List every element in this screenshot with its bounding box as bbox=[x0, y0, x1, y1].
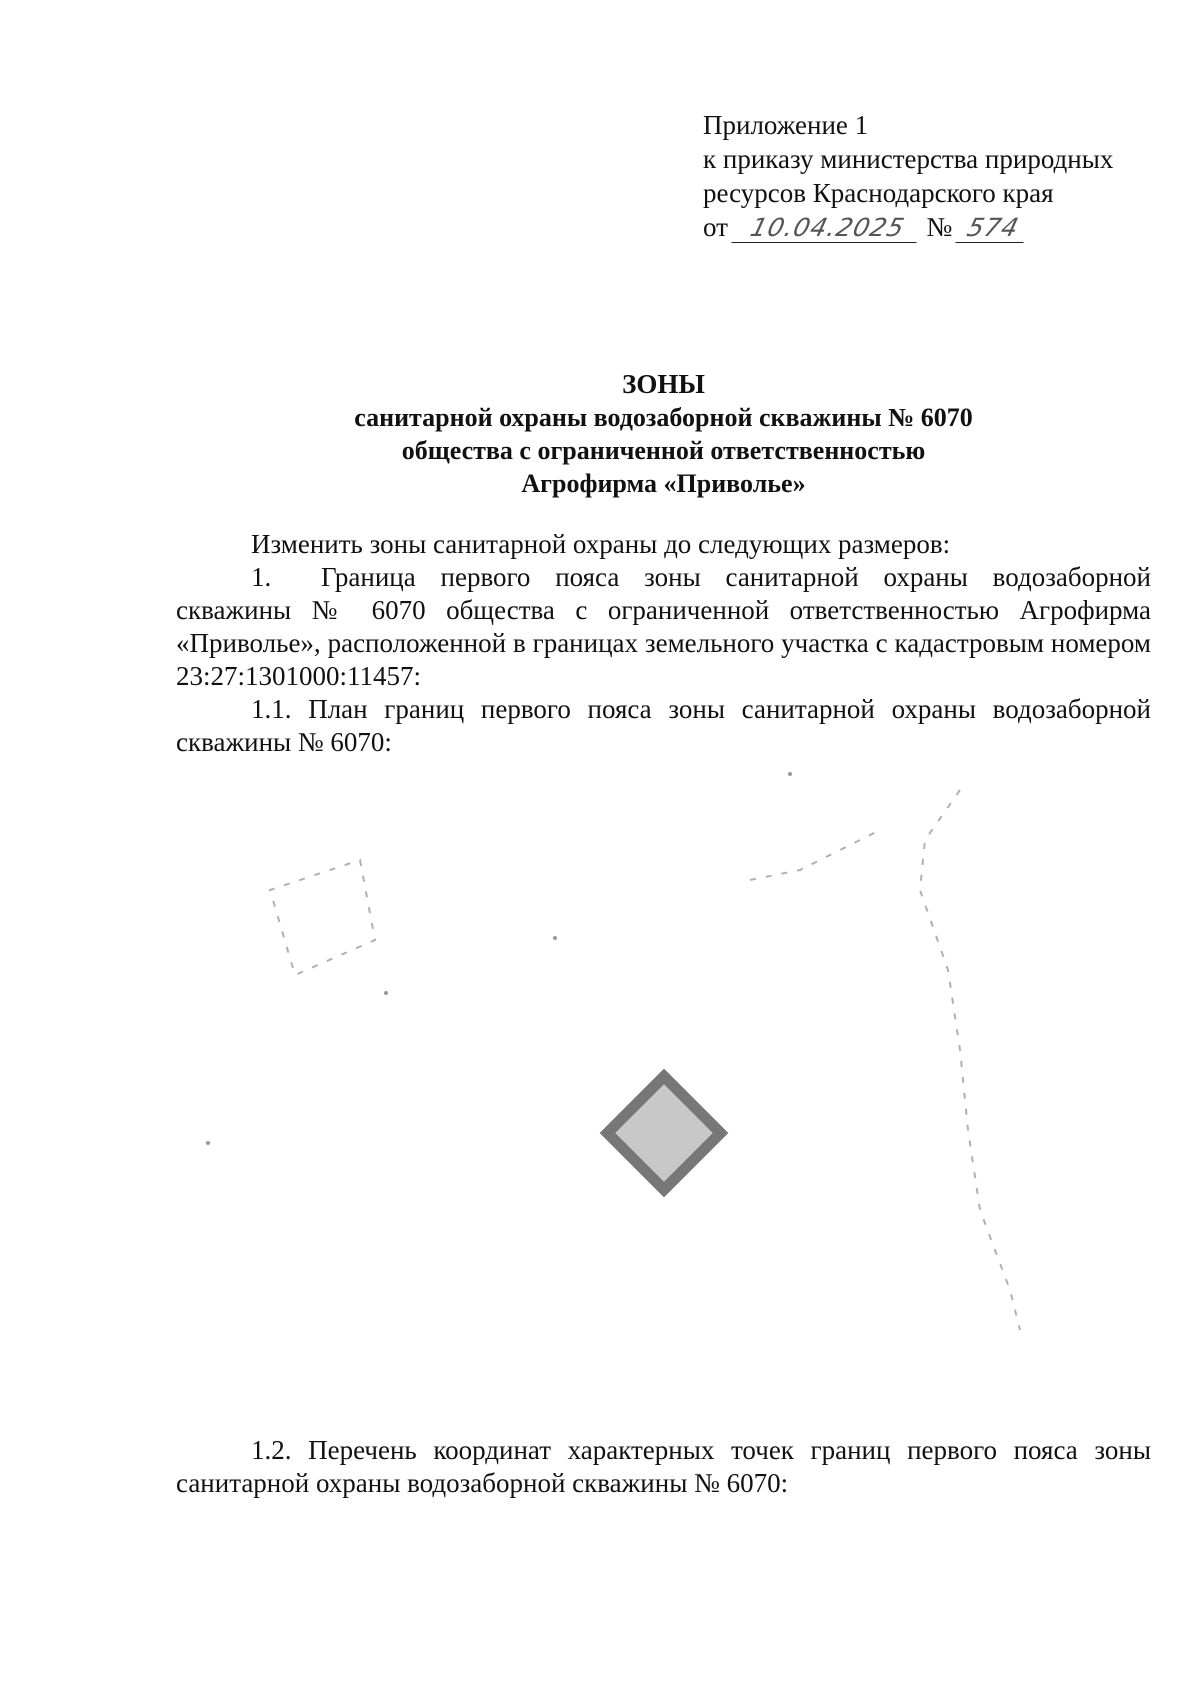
item-1-text: Граница первого пояса зоны санитарной охраны водозаборной скважины № 6070 общества с ограниченной ответственностью Агрофирма «Приволье», расположенной в границах земельного участка с кадастровым номером 23:27:1301000:11457: bbox=[176, 562, 1151, 691]
item-1-paragraph bbox=[176, 561, 1151, 693]
number-prefix: № bbox=[926, 212, 953, 242]
faint-top-boundary bbox=[750, 830, 880, 880]
appendix-line-3: ресурсов Краснодарского края bbox=[703, 178, 1054, 208]
first-zone-boundary bbox=[607, 1076, 720, 1189]
document-title bbox=[176, 368, 1151, 500]
faint-square-outline bbox=[270, 860, 375, 975]
title-line-1: санитарной охраны водозаборной скважины № 6070 bbox=[354, 403, 973, 432]
appendix-line-1: Приложение 1 bbox=[703, 110, 869, 140]
intro-paragraph: Изменить зоны санитарной охраны до следующих размеров: bbox=[251, 529, 951, 559]
item-1-number: 1. bbox=[251, 562, 272, 592]
section-1-text bbox=[176, 528, 1151, 759]
handwritten-date: 10.04.2025 bbox=[731, 214, 923, 243]
item-1-2-paragraph: 1.2. Перечень координат характерных точек границ первого пояса зоны санитарной охраны водозаборной скважины № 6070: bbox=[176, 1435, 1151, 1498]
faint-right-boundary bbox=[920, 790, 1020, 1330]
boundary-plan bbox=[190, 770, 1120, 1430]
appendix-header bbox=[703, 108, 1173, 244]
item-1-1-paragraph: 1.1. План границ первого пояса зоны санитарной охраны водозаборной скважины № 6070: bbox=[176, 694, 1151, 757]
date-prefix: от bbox=[703, 212, 728, 242]
appendix-line-2: к приказу министерства природных bbox=[703, 144, 1114, 174]
title-line-2: общества с ограниченной ответственностью bbox=[401, 436, 926, 465]
title-main: ЗОНЫ bbox=[622, 369, 705, 399]
faint-boundary-traces bbox=[270, 790, 1020, 1330]
faint-marks bbox=[206, 772, 792, 1145]
section-2-text bbox=[176, 1434, 1151, 1500]
appendix-date-line bbox=[703, 210, 1173, 244]
title-line-3: Агрофирма «Приволье» bbox=[521, 469, 806, 498]
handwritten-number: 574 bbox=[955, 214, 1030, 243]
